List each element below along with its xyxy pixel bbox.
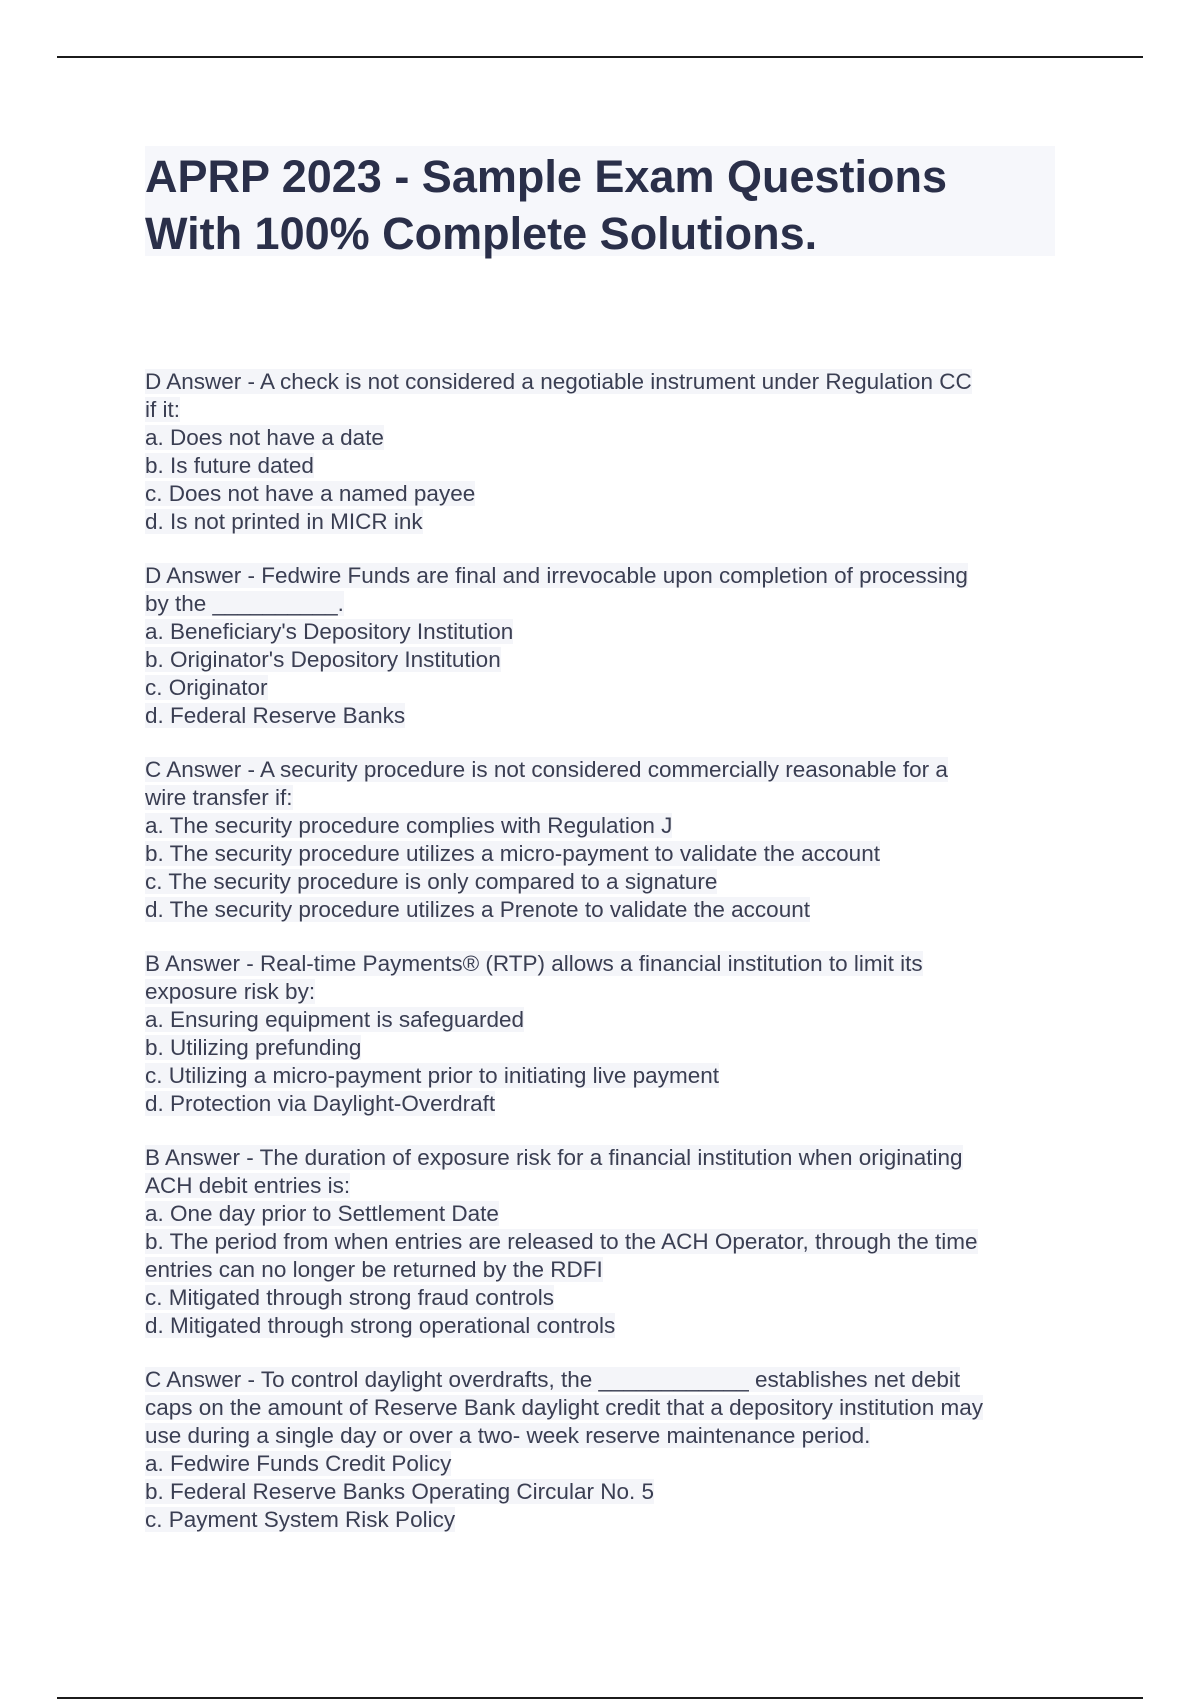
answer-option-text: c. Does not have a named payee — [145, 481, 476, 506]
answer-option-text: d. Federal Reserve Banks — [145, 703, 406, 728]
question-stem-text: if it: — [145, 397, 181, 422]
answer-option-text: d. Is not printed in MICR ink — [145, 509, 423, 534]
question-stem-line — [145, 562, 1065, 590]
answer-option-text: c. Payment System Risk Policy — [145, 1507, 456, 1532]
answer-option-text: c. Mitigated through strong fraud controls — [145, 1285, 554, 1310]
question-stem-text: ACH debit entries is: — [145, 1173, 351, 1198]
answer-option-continued — [145, 1256, 1065, 1284]
question-stem-text: B Answer - The duration of exposure risk for a financial institution when originating — [145, 1145, 963, 1170]
question-stem-text: wire transfer if: — [145, 785, 293, 810]
answer-option-text: a. Ensuring equipment is safeguarded — [145, 1007, 524, 1032]
answer-option — [145, 674, 1065, 702]
answer-option — [145, 840, 1065, 868]
answer-option — [145, 1450, 1065, 1478]
answer-option — [145, 1062, 1065, 1090]
question-stem-text: C Answer - To control daylight overdrafts, the ____________ establishes net debit — [145, 1367, 961, 1392]
answer-option-text: b. Is future dated — [145, 453, 314, 478]
title-line-2: With 100% Complete Solutions. — [145, 208, 818, 259]
question-stem-text: exposure risk by: — [145, 979, 316, 1004]
answer-option-text: a. Beneficiary's Depository Institution — [145, 619, 514, 644]
answer-option-text: a. One day prior to Settlement Date — [145, 1201, 499, 1226]
bottom-rule — [57, 1697, 1143, 1699]
answer-option-text: b. Originator's Depository Institution — [145, 647, 501, 672]
answer-option-text: b. The period from when entries are released to the ACH Operator, through the time — [145, 1229, 978, 1254]
title-block — [145, 146, 1055, 259]
answer-option-text: entries can no longer be returned by the RDFI — [145, 1257, 603, 1282]
question-stem-text: by the __________. — [145, 591, 344, 616]
question-stem-line — [145, 1394, 1065, 1422]
question-stem-line — [145, 368, 1065, 396]
answer-option-text: c. Originator — [145, 675, 268, 700]
answer-option — [145, 452, 1065, 480]
top-rule — [57, 56, 1143, 58]
answer-option — [145, 896, 1065, 924]
answer-option — [145, 868, 1065, 896]
question-stem-line — [145, 950, 1065, 978]
question-stem-line — [145, 1172, 1065, 1200]
question-stem-text: C Answer - A security procedure is not considered commercially reasonable for a — [145, 757, 948, 782]
question-stem-text: caps on the amount of Reserve Bank daylight credit that a depository institution may — [145, 1395, 983, 1420]
answer-option-text: d. Mitigated through strong operational controls — [145, 1313, 616, 1338]
answer-option — [145, 424, 1065, 452]
question-stem-line — [145, 784, 1065, 812]
answer-option — [145, 1200, 1065, 1228]
answer-option-text: a. Fedwire Funds Credit Policy — [145, 1451, 452, 1476]
question-stem-text: D Answer - Fedwire Funds are final and irrevocable upon completion of processing — [145, 563, 968, 588]
question-stem-line — [145, 756, 1065, 784]
question-stem-line — [145, 1366, 1065, 1394]
question-2 — [145, 562, 1065, 730]
answer-option — [145, 1506, 1065, 1534]
question-stem-line — [145, 1144, 1065, 1172]
document-title — [145, 146, 1055, 262]
answer-option-text: d. The security procedure utilizes a Prenote to validate the account — [145, 897, 810, 922]
question-stem-line — [145, 396, 1065, 424]
answer-option — [145, 1478, 1065, 1506]
answer-option — [145, 812, 1065, 840]
question-3 — [145, 756, 1065, 924]
question-5 — [145, 1144, 1065, 1340]
answer-option — [145, 702, 1065, 730]
answer-option — [145, 1284, 1065, 1312]
answer-option-text: c. The security procedure is only compared to a signature — [145, 869, 718, 894]
answer-option — [145, 508, 1065, 536]
answer-option — [145, 1312, 1065, 1340]
answer-option — [145, 1228, 1065, 1256]
title-line-1: APRP 2023 - Sample Exam Questions — [145, 151, 948, 202]
answer-option-text: a. Does not have a date — [145, 425, 384, 450]
answer-option — [145, 480, 1065, 508]
answer-option — [145, 646, 1065, 674]
answer-option — [145, 1034, 1065, 1062]
answer-option-text: b. Utilizing prefunding — [145, 1035, 362, 1060]
question-stem-line — [145, 1422, 1065, 1450]
question-4 — [145, 950, 1065, 1118]
answer-option — [145, 1090, 1065, 1118]
answer-option-text: c. Utilizing a micro-payment prior to initiating live payment — [145, 1063, 719, 1088]
answer-option-text: a. The security procedure complies with Regulation J — [145, 813, 673, 838]
question-1 — [145, 368, 1065, 536]
question-stem-line — [145, 978, 1065, 1006]
question-stem-text: use during a single day or over a two- week reserve maintenance period. — [145, 1423, 871, 1448]
answer-option-text: d. Protection via Daylight-Overdraft — [145, 1091, 496, 1116]
answer-option-text: b. Federal Reserve Banks Operating Circular No. 5 — [145, 1479, 654, 1504]
question-6 — [145, 1366, 1065, 1534]
answer-option — [145, 1006, 1065, 1034]
questions-list — [145, 368, 1065, 1560]
answer-option — [145, 618, 1065, 646]
answer-option-text: b. The security procedure utilizes a micro-payment to validate the account — [145, 841, 880, 866]
question-stem-line — [145, 590, 1065, 618]
question-stem-text: B Answer - Real-time Payments® (RTP) allows a financial institution to limit its — [145, 951, 923, 976]
question-stem-text: D Answer - A check is not considered a negotiable instrument under Regulation CC — [145, 369, 972, 394]
